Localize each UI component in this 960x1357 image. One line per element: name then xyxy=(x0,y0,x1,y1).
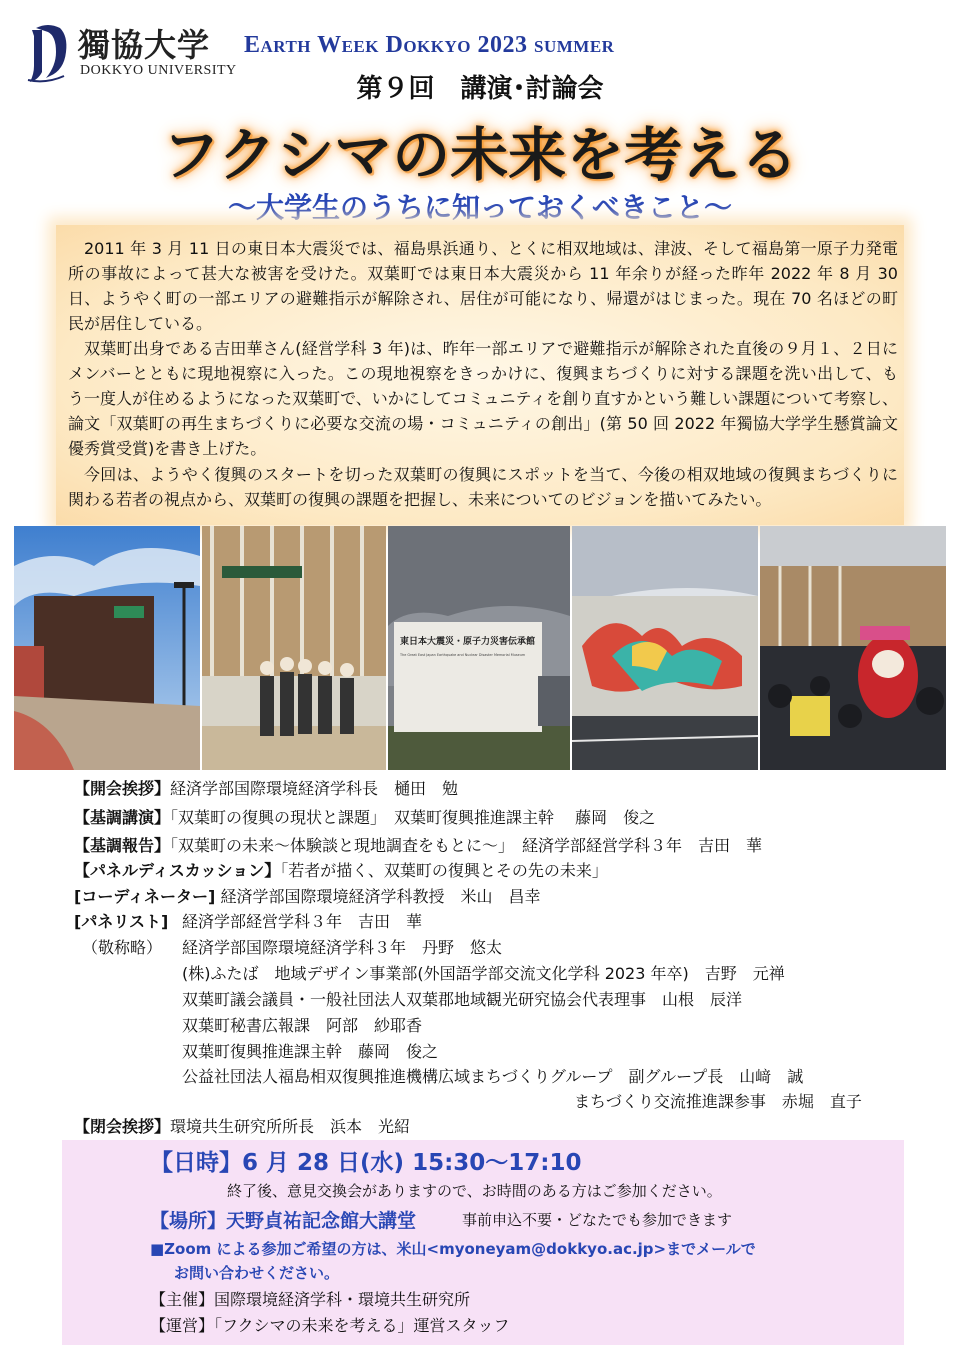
panelist-5: 双葉町秘書広報課 阿部 紗耶香 xyxy=(182,1016,423,1035)
page-title: フクシマの未来を考える xyxy=(161,121,799,189)
panelist-4: 双葉町議会議員・一般社団法人双葉郡地域観光研究協会代表理事 山根 辰洋 xyxy=(182,990,743,1009)
university-name-en: DOKKYO UNIVERSITY xyxy=(80,63,237,78)
program-report: 【基調報告】「双葉町の未来～体験談と現地調査をもとに～」 経済学部経営学科３年 吉田 華 xyxy=(74,836,763,855)
after-session-note: 終了後、意見交換会がありますので、お時間のある方はご参加ください。 xyxy=(227,1182,722,1200)
event-name: Earth Week Dokkyo 2023 summer xyxy=(244,32,615,58)
photo-futaba-station xyxy=(14,526,200,770)
photo-memorial-museum-sign xyxy=(388,526,570,770)
program-closing: 【閉会挨拶】環境共生研究所所長 浜本 光紹 xyxy=(74,1117,411,1136)
zoom-note-line1: ■Zoom による参加ご希望の方は、米山<myoneyam@dokkyo.ac.jp>までメールで xyxy=(150,1240,756,1258)
page-subtitle: ～大学生のうちに知っておくべきこと～ xyxy=(227,191,732,224)
session-title: 第９回 講演･討論会 xyxy=(356,74,604,104)
intro-paragraph-3: 今回は、ようやく復興のスタートを切った双葉町の復興にスポットを当て、今後の相双地域の復興まちづくりに関わる若者の視点から、双葉町の復興の課題を把握し、未来についてのビジョンを描いてみたい。 xyxy=(68,465,898,509)
photo-mural-wall xyxy=(572,526,758,770)
program-honorific: （敬称略） xyxy=(82,938,163,957)
memorial-sign-text-en: The Great East Japan Earthquake and Nuclear Disaster Memorial Museum xyxy=(400,653,526,657)
memorial-sign-text: 東日本大震災・原子力災害伝承館 xyxy=(400,637,536,647)
university-name-jp: 獨協大学 xyxy=(78,26,211,64)
program-panel: 【パネルディスカッション】「若者が描く、双葉町の復興とその先の未来」 xyxy=(74,861,608,880)
photo-group-at-town-hall xyxy=(202,526,386,770)
program-keynote: 【基調講演】「双葉町の復興の現状と課題」 双葉町復興推進課主幹 藤岡 俊之 xyxy=(74,808,656,827)
event-datetime: 【日時】6 月 28 日(水) 15:30～17:10 xyxy=(150,1150,582,1176)
panelist-7-sub: まちづくり交流推進課参事 赤堀 直子 xyxy=(574,1092,862,1111)
intro-paragraph-2: 双葉町出身である吉田華さん(経営学科 3 年)は、昨年一部エリアで避難指示が解除された直後の９月１、２日にメンバーとともに現地視察に入った。この現地視察をきっかけに、復興まちづくりに対する課題を洗い出して、もう一度人が住めるようになった双葉町で、いかにしてコミュニティを創り直すかという難しい課題について考察し、論文「双葉町の再生まちづくりに必要な交流の場・コミュニティの創出」(第 50 回 2022 年獨協大学学生懸賞論文優秀賞受賞)を書き上げた。 xyxy=(68,339,898,458)
event-host: 【主催】国際環境経済学科・環境共生研究所 xyxy=(150,1290,471,1309)
photo-daruma-festival xyxy=(760,526,946,770)
program-coordinator: [コーディネーター] 経済学部国際環境経済学科教授 米山 昌幸 xyxy=(74,887,541,906)
venue-note: 事前申込不要・どなたでも参加できます xyxy=(462,1211,733,1229)
event-organizer: 【運営】「フクシマの未来を考える」運営スタッフ xyxy=(150,1316,510,1335)
intro-paragraph-1: 2011 年 3 月 11 日の東日本大震災では、福島県浜通り、とくに相双地域は、津波、そして福島第一原子力発電所の事故によって甚大な被害を受けた。双葉町では東日本大震災から 11 年余りが経った昨年 2022 年 8 月 30 日、ようやく町の一部エリアの避難指示が解除され、居住が可能になり、帰還がはじまった。現在 70 名ほどの町民が居住している。 xyxy=(68,239,898,333)
panelist-6: 双葉町復興推進課主幹 藤岡 俊之 xyxy=(182,1042,439,1061)
event-venue: 【場所】天野貞祐記念館大講堂 xyxy=(150,1210,417,1232)
panelist-2: 経済学部国際環境経済学科３年 丹野 悠太 xyxy=(182,938,503,957)
program-opening: 【開会挨拶】経済学部国際環境経済学科長 樋田 勉 xyxy=(74,779,459,798)
panelist-3: (株)ふたば 地域デザイン事業部(外国語学部交流文化学科 2023 年卒) 吉野 元禅 xyxy=(182,964,785,983)
panelist-1: 経済学部経営学科３年 吉田 華 xyxy=(182,912,423,931)
program-panelists-label: [パネリスト] xyxy=(74,912,169,931)
panelist-7: 公益社団法人福島相双復興推進機構広域まちづくりグループ 副グループ長 山﨑 誠 xyxy=(182,1067,804,1086)
zoom-note-line2: お問い合わせください。 xyxy=(174,1264,340,1282)
